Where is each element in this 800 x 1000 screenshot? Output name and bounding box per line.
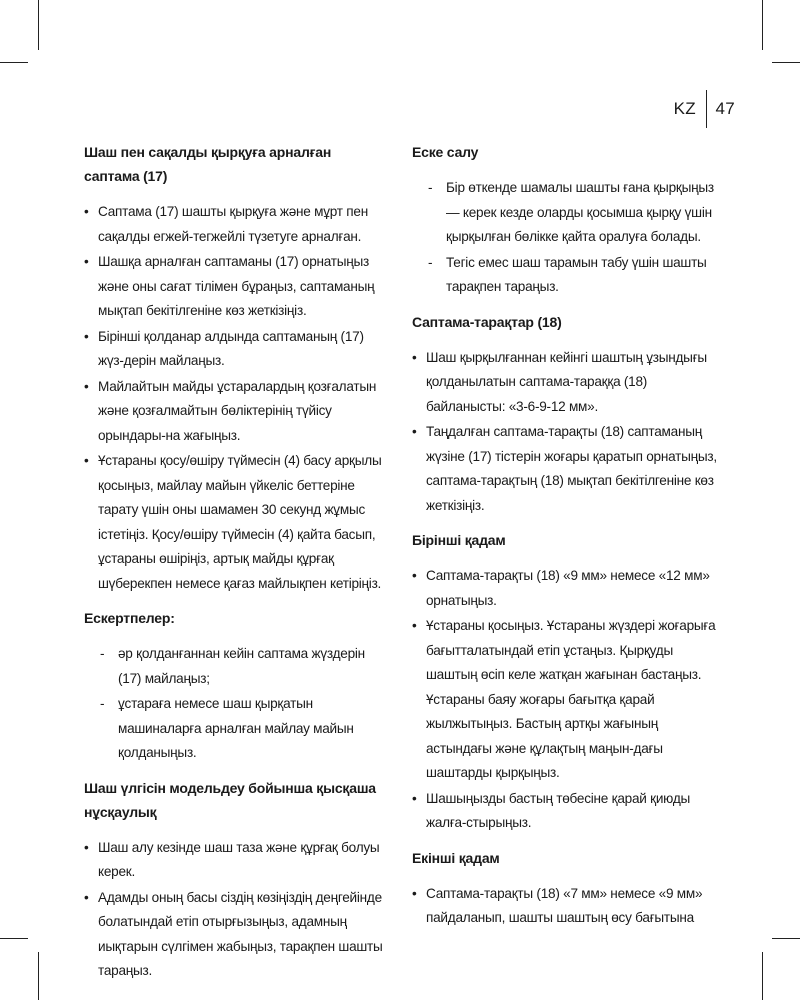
section-heading: Саптама-тарақтар (18) xyxy=(412,313,562,330)
dash-list xyxy=(100,642,384,766)
list-item: • Шашыңызды бастың төбесіне қарай қиюды жалға-стырыңыз. xyxy=(412,787,722,836)
section-heading: Еске салу xyxy=(412,144,479,160)
crop-mark-bottom-right-h xyxy=(772,938,800,939)
crop-mark-bottom-right xyxy=(762,952,763,1000)
bullet-list xyxy=(84,200,384,596)
list-item: • Саптама-тарақты (18) «9 мм» немесе «12 мм» орнатыңыз. xyxy=(412,564,722,613)
list-item: - әр қолданғаннан кейін саптама жүздерін (17) майлаңыз; xyxy=(100,642,384,691)
crop-mark-bottom-left xyxy=(38,952,39,1000)
crop-mark-top-right xyxy=(762,0,763,50)
list-item: • Шаш қырқылғаннан кейінгі шаштың ұзындығы қолданылатын саптама-тараққа (18) байланысты: «3-6-9-12 мм». xyxy=(412,346,722,420)
dash-list xyxy=(428,176,722,300)
page-number: 47 xyxy=(715,99,735,118)
section-heading: Шаш үлгісін модельдеу бойынша қысқаша нұсқаулық xyxy=(84,779,376,820)
section-heading: Ескертпелер: xyxy=(84,610,175,626)
list-item: • Шаш алу кезінде шаш таза және құрғақ болуы керек. xyxy=(84,836,384,885)
list-item: • Саптама-тарақты (18) «7 мм» немесе «9 мм» пайдаланып, шашты шаштың өсу бағытына xyxy=(412,882,722,931)
bullet-list xyxy=(412,882,722,931)
bullet-list xyxy=(412,346,722,519)
list-item: • Бірінші қолданар алдында саптаманың (17) жүз-дерін майлаңыз. xyxy=(84,325,384,374)
right-column xyxy=(412,140,722,941)
language-code: KZ xyxy=(673,99,696,118)
bullet-list xyxy=(412,564,722,836)
section-heading: Шаш пен сақалды қырқуға арналған саптама (17) xyxy=(84,144,332,184)
list-item: • Майлайтын майды ұстаралардың қозғалатын және қозғалмайтын бөліктерінің түйісу орындары-на жағыңыз. xyxy=(84,375,384,449)
section-heading: Екінші қадам xyxy=(412,849,500,866)
list-item: - Бір өткенде шамалы шашты ғана қырқыңыз — керек кезде оларды қосымша қырқу үшін қырқылған бөлікке қайта оралуға болады. xyxy=(428,176,722,250)
list-item: • Ұстараны қосыңыз. Ұстараны жүздері жоғарыға бағытталатындай етіп ұстаңыз. Қырқуды шаштың өсіп келе жатқан жағынан бастаңыз. Ұстараны баяу жоғары бағытқа қарай жылжытыңыз. Бастың артқы жағының астындағы және құлақтың маңын-дағы шаштарды қырқыңыз. xyxy=(412,614,722,786)
list-item: - ұстараға немесе шаш қырқатын машиналарға арналған майлау майын қолданыңыз. xyxy=(100,692,384,766)
list-item: • Адамды оның басы сіздің көзіңіздің деңгейінде болатындай етіп отырғызыңыз, адамның иықтарын сүлгімен жабыңыз, тарақпен шашты тараңыз. xyxy=(84,886,384,984)
page-header xyxy=(674,90,735,128)
crop-mark-top-left-h xyxy=(0,62,28,63)
bullet-list xyxy=(84,836,384,984)
list-item: • Шашқа арналған саптаманы (17) орнатыңыз және оны сағат тілімен бұраңыз, саптаманың мықтап бекітілгеніне көз жеткізіңіз. xyxy=(84,250,384,324)
left-column xyxy=(84,140,384,994)
crop-mark-top-left xyxy=(38,0,39,50)
list-item: • Ұстараны қосу/өшіру түймесін (4) басу арқылы қосыңыз, майлау майын үйкеліс беттеріне тарату үшін оны шамамен 30 секунд жұмыс істетіңіз. Қосу/өшіру түймесін (4) қайта басып, ұстараны өшіріңіз, артық майды құрғақ шүберекпен немесе қағаз майлықпен кетіріңіз. xyxy=(84,449,384,596)
list-item: • Таңдалған саптама-тарақты (18) саптаманың жүзіне (17) тістерін жоғары қаратып орнатыңыз, саптама-тарақтың (18) мықтап бекітілгеніне көз жеткізіңіз. xyxy=(412,420,722,518)
list-item: - Тегіс емес шаш тарамын табу үшін шашты тарақпен тараңыз. xyxy=(428,251,722,300)
section-heading: Бірінші қадам xyxy=(412,532,506,548)
crop-mark-bottom-left-h xyxy=(0,938,28,939)
crop-mark-top-right-h xyxy=(772,62,800,63)
list-item: • Саптама (17) шашты қырқуға және мұрт пен сақалды егжей-тегжейлі түзетуге арналған. xyxy=(84,200,384,249)
